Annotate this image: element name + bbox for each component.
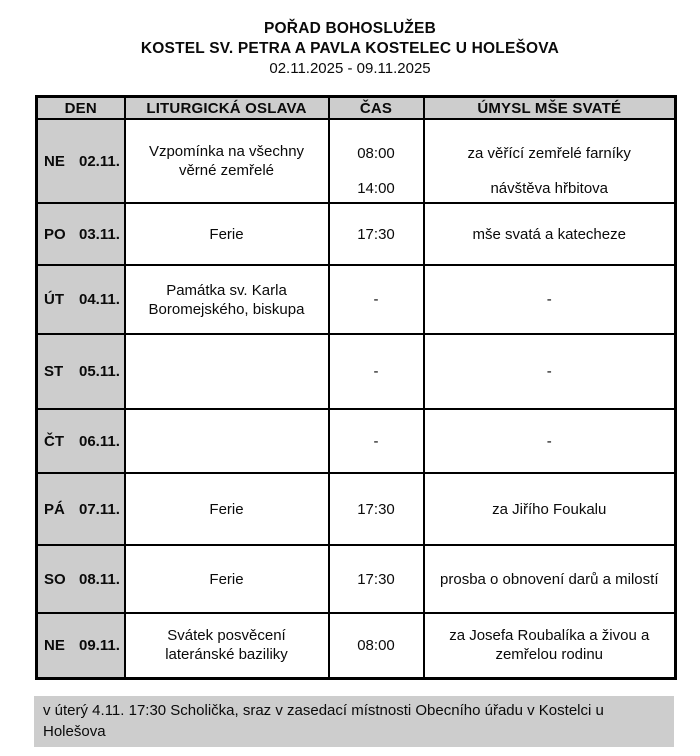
intention-value bbox=[425, 500, 675, 519]
day-abbr: ČT bbox=[44, 432, 64, 450]
day-date: 09.11. bbox=[79, 636, 120, 654]
header-cell-den: DEN bbox=[37, 97, 125, 120]
day-date: 05.11. bbox=[79, 363, 120, 380]
intention-cell bbox=[424, 545, 676, 613]
liturgy-line: věrné zemřelé bbox=[178, 162, 275, 179]
liturgy-line: Vzpomínka na všechny bbox=[148, 143, 305, 160]
liturgy-cell bbox=[125, 473, 329, 545]
day-cell bbox=[37, 613, 125, 678]
day-abbr: NE bbox=[44, 152, 65, 170]
day-date: 08.11. bbox=[79, 570, 120, 588]
schedule-table-body bbox=[37, 119, 676, 678]
intention-line: - bbox=[546, 432, 552, 450]
time-cell bbox=[329, 265, 424, 334]
time-value: - bbox=[373, 432, 379, 450]
time-value: - bbox=[373, 291, 379, 308]
time-cell bbox=[329, 409, 424, 473]
day-cell bbox=[37, 334, 125, 409]
liturgy-cell bbox=[125, 613, 329, 678]
time-value: 08:00 bbox=[357, 636, 395, 654]
table-row bbox=[37, 334, 676, 409]
day-cell bbox=[37, 119, 125, 203]
day-date: 06.11. bbox=[79, 432, 120, 450]
intention-value bbox=[425, 432, 675, 451]
intention-line: za Josefa Roubalíka a živou a bbox=[449, 627, 650, 645]
intention-cell bbox=[424, 203, 676, 265]
intention-value bbox=[425, 225, 675, 244]
day-cell bbox=[37, 265, 125, 334]
time-cell bbox=[329, 119, 424, 203]
time-value: 17:30 bbox=[357, 500, 395, 518]
intention-cell bbox=[424, 119, 676, 203]
intention-cell bbox=[424, 473, 676, 545]
table-header-row bbox=[37, 97, 676, 120]
intention-cell bbox=[424, 265, 676, 334]
time-value: 17:30 bbox=[357, 225, 395, 243]
day-date: 04.11. bbox=[79, 291, 120, 308]
day-abbr: PO bbox=[44, 225, 66, 243]
intention-line: - bbox=[546, 363, 552, 380]
intention-cell bbox=[424, 334, 676, 409]
liturgy-cell bbox=[125, 545, 329, 613]
time-cell bbox=[329, 334, 424, 409]
day-date: 07.11. bbox=[79, 500, 120, 518]
liturgy-line: Ferie bbox=[209, 500, 244, 518]
page-subtitle: KOSTEL SV. PETRA A PAVLA KOSTELEC U HOLEŠOVA bbox=[140, 40, 560, 57]
day-abbr: SO bbox=[44, 570, 66, 588]
table-row bbox=[37, 265, 676, 334]
footer-note bbox=[34, 696, 674, 747]
intention-cell bbox=[424, 613, 676, 678]
liturgy-line: Památka sv. Karla bbox=[166, 281, 287, 299]
liturgy-cell bbox=[125, 203, 329, 265]
intention-value bbox=[425, 362, 675, 381]
intention-line: za Jiřího Foukalu bbox=[492, 500, 607, 518]
intention-line: zemřelou rodinu bbox=[495, 646, 604, 664]
date-range: 02.11.2025 - 09.11.2025 bbox=[269, 60, 431, 77]
time-value: 17:30 bbox=[357, 570, 395, 588]
page-title: POŘAD BOHOSLUŽEB bbox=[264, 20, 436, 37]
liturgy-line: lateránské baziliky bbox=[165, 646, 288, 664]
time-cell bbox=[329, 613, 424, 678]
intention-cell bbox=[424, 409, 676, 473]
day-cell bbox=[37, 409, 125, 473]
header-cell-cas: ČAS bbox=[329, 97, 424, 120]
day-abbr: ÚT bbox=[44, 291, 64, 308]
note-line: Holešova bbox=[43, 722, 106, 740]
day-abbr: NE bbox=[44, 636, 65, 654]
liturgy-line: Boromejského, biskupa bbox=[148, 300, 305, 318]
day-cell bbox=[37, 545, 125, 613]
header-cell-umysl: ÚMYSL MŠE SVATÉ bbox=[424, 97, 676, 120]
intention-value bbox=[425, 179, 675, 198]
table-row bbox=[37, 409, 676, 473]
intention-value bbox=[425, 290, 675, 309]
liturgy-line: Ferie bbox=[209, 225, 244, 243]
intention-line: prosba o obnovení darů a milostí bbox=[440, 570, 659, 588]
intention-line: - bbox=[546, 291, 552, 308]
time-value: 08:00 bbox=[357, 145, 395, 162]
time-cell bbox=[329, 473, 424, 545]
schedule-table bbox=[35, 95, 677, 680]
day-cell bbox=[37, 203, 125, 265]
intention-value bbox=[425, 144, 675, 163]
intention-line: návštěva hřbitova bbox=[490, 180, 609, 197]
table-row bbox=[37, 203, 676, 265]
note-line: v úterý 4.11. 17:30 Scholička, sraz v zasedací místnosti Obecního úřadu v Kostelci u bbox=[43, 701, 604, 719]
intention-value bbox=[425, 626, 675, 664]
time-cell bbox=[329, 203, 424, 265]
time-stack bbox=[330, 122, 423, 200]
liturgy-cell bbox=[125, 265, 329, 334]
intention-value bbox=[425, 570, 675, 589]
day-cell bbox=[37, 473, 125, 545]
intention-line: mše svatá a katecheze bbox=[472, 225, 626, 243]
time-cell bbox=[329, 545, 424, 613]
day-abbr: ST bbox=[44, 363, 64, 380]
header-cell-liturgy: LITURGICKÁ OSLAVA bbox=[125, 97, 329, 120]
table-row bbox=[37, 545, 676, 613]
day-date: 02.11. bbox=[79, 152, 120, 170]
liturgy-cell bbox=[125, 409, 329, 473]
title-block bbox=[0, 0, 700, 79]
liturgy-cell bbox=[125, 119, 329, 203]
day-date: 03.11. bbox=[79, 225, 120, 243]
intention-line: za věřící zemřelé farníky bbox=[467, 145, 631, 162]
table-row bbox=[37, 119, 676, 203]
liturgy-cell bbox=[125, 334, 329, 409]
time-value: 14:00 bbox=[357, 180, 395, 197]
intention-stack bbox=[425, 122, 675, 200]
table-row bbox=[37, 473, 676, 545]
time-value: - bbox=[373, 363, 379, 380]
liturgy-line: Ferie bbox=[209, 570, 244, 588]
table-row bbox=[37, 613, 676, 678]
liturgy-line: Svátek posvěcení bbox=[167, 627, 286, 645]
day-abbr: PÁ bbox=[44, 500, 65, 518]
